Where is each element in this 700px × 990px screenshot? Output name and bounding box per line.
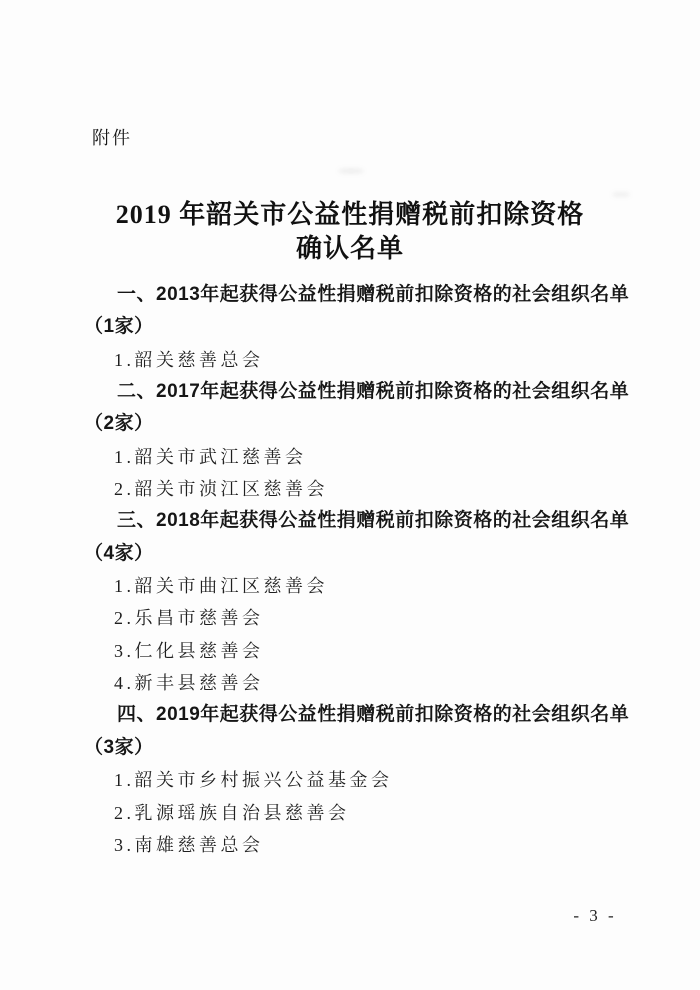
section-2-heading: 二、2017年起获得公益性捐赠税前扣除资格的社会组织名单 (117, 381, 630, 403)
section-2-item-1: 1.韶关市武江慈善会 (114, 446, 307, 467)
section-4-item-3: 3.南雄慈善总会 (114, 834, 264, 855)
title-line-2: 确认名单 (295, 234, 404, 264)
document-body (84, 279, 630, 861)
section-3-count: （4家） (84, 542, 154, 564)
section-4-item-2: 2.乳源瑶族自治县慈善会 (114, 802, 350, 823)
scan-artifact (338, 168, 364, 174)
section-4-count: （3家） (84, 736, 154, 758)
section-2-count: （2家） (84, 413, 154, 435)
attachment-label: 附件 (92, 128, 132, 148)
section-3-item-3: 3.仁化县慈善会 (114, 640, 264, 661)
page-number: - 3 - (573, 906, 617, 925)
section-4-item-1: 1.韶关市乡村振兴公益基金会 (114, 770, 393, 791)
section-1-heading: 一、2013年起获得公益性捐赠税前扣除资格的社会组织名单 (117, 284, 630, 305)
section-3-item-2: 2.乐昌市慈善会 (114, 608, 264, 629)
section-4-heading: 四、2019年起获得公益性捐赠税前扣除资格的社会组织名单 (117, 704, 630, 726)
scan-artifact (612, 192, 630, 197)
document-title (0, 198, 700, 266)
section-3-item-1: 1.韶关市曲江区慈善会 (114, 576, 328, 597)
section-1-item-1: 1.韶关慈善总会 (114, 349, 264, 370)
section-1-count: （1家） (84, 316, 154, 338)
section-3-item-4: 4.新丰县慈善会 (114, 673, 264, 694)
title-line-1: 2019 年韶关市公益性捐赠税前扣除资格 (115, 200, 585, 230)
section-3-heading: 三、2018年起获得公益性捐赠税前扣除资格的社会组织名单 (117, 510, 630, 532)
section-2-item-2: 2.韶关市浈江区慈善会 (114, 479, 328, 500)
